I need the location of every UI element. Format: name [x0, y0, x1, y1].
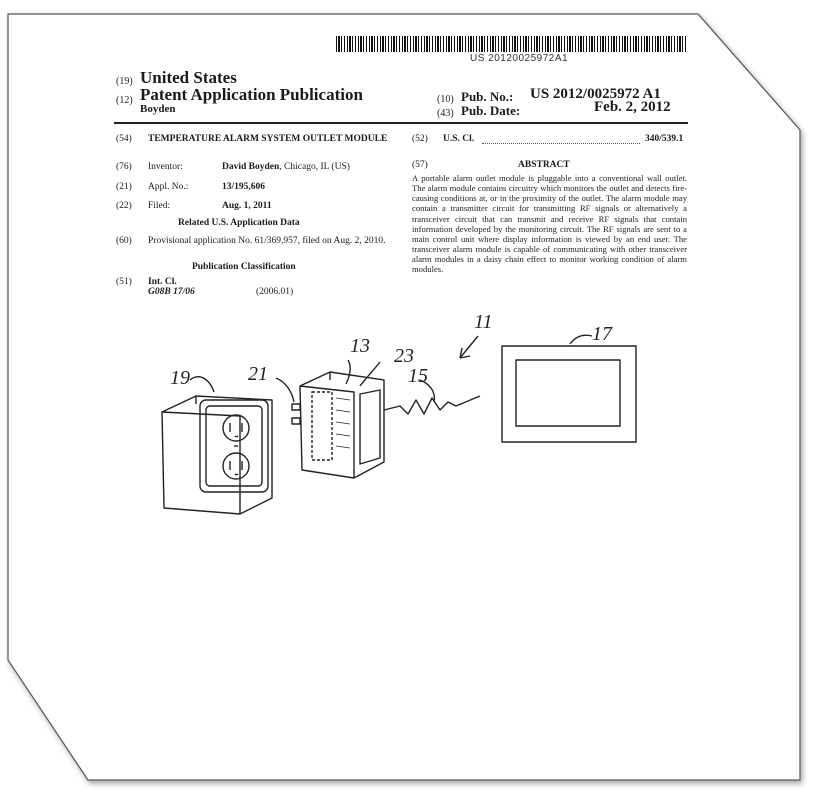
reference-arrow [460, 336, 478, 358]
code-60: (60) [116, 236, 132, 246]
pub-date-label: Pub. Date: [461, 103, 521, 118]
code-22: (22) [116, 201, 132, 211]
intcl-year: (2006.01) [256, 287, 294, 297]
display-unit [502, 335, 636, 442]
pubclass-heading: Publication Classification [192, 262, 296, 272]
label-13: 13 [350, 335, 370, 357]
pub-no-label: Pub. No.: [461, 89, 514, 104]
related-heading: Related U.S. Application Data [178, 218, 300, 228]
provisional-text: Provisional application No. 61/369,957, filed on Aug. 2, 2010. [148, 236, 386, 246]
abstract-text: A portable alarm outlet module is pluggable into a conventional wall outlet. The alarm module contains circuitry which monitors the outlet and detects fire-causing conditions at, or in the proximity of the outlet. The alarm module may contain a transmitter circuit for transmitting RF signals or alternatively a transceiver circuit that can transmit and receive RF signals that contain information developed by the monitoring circuit. The RF signals are sent to a main control unit where display information is viewed by an end user. The transceiver alarm module is capable of communicating with other transceiver alarm modules in a daisy chain effect to monitor working condition of alarm modules. [412, 173, 687, 275]
barcode-number: US 20120025972A1 [470, 53, 569, 64]
uscl-value: 340/539.1 [645, 134, 684, 144]
label-21: 21 [248, 363, 268, 385]
appl-label: Appl. No.: [148, 182, 189, 192]
label-19: 19 [170, 367, 190, 389]
appl-no: 13/195,606 [222, 182, 266, 192]
outlet-box [162, 377, 272, 514]
code-51: (51) [116, 277, 132, 287]
code-12: (12) [116, 95, 133, 106]
alarm-module [300, 360, 384, 478]
code-19: (19) [116, 76, 133, 87]
pub-date: Feb. 2, 2012 [594, 99, 671, 115]
intcl-label: Int. Cl. [148, 277, 177, 287]
code-52: (52) [412, 134, 428, 144]
filed-date: Aug. 1, 2011 [222, 201, 272, 211]
code-10: (10) [437, 94, 454, 105]
pub-no: US 2012/0025972 A1 [530, 86, 661, 102]
uscl-label: U.S. Cl. [443, 134, 475, 144]
code-43: (43) [437, 108, 454, 119]
filed-label: Filed: [148, 201, 171, 211]
inventor-location: , Chicago, IL (US) [279, 162, 350, 172]
title: TEMPERATURE ALARM SYSTEM OUTLET MODULE [148, 134, 388, 144]
country: United States [140, 68, 237, 87]
label-11: 11 [474, 311, 493, 333]
label-15: 15 [408, 365, 428, 387]
label-23: 23 [394, 345, 414, 367]
intcl-value: G08B 17/06 [148, 287, 195, 297]
code-54: (54) [116, 134, 132, 144]
wire [384, 380, 480, 414]
code-21: (21) [116, 182, 132, 192]
label-17: 17 [592, 323, 612, 345]
inventor-name: David Boyden [222, 162, 280, 172]
pub-type: Patent Application Publication [140, 85, 363, 104]
code-76: (76) [116, 162, 132, 172]
abstract-heading: ABSTRACT [518, 160, 570, 170]
inventor-short: Boyden [140, 103, 176, 115]
code-57: (57) [412, 160, 428, 170]
plug-prongs [276, 378, 300, 424]
inventor-label: Inventor: [148, 162, 183, 172]
